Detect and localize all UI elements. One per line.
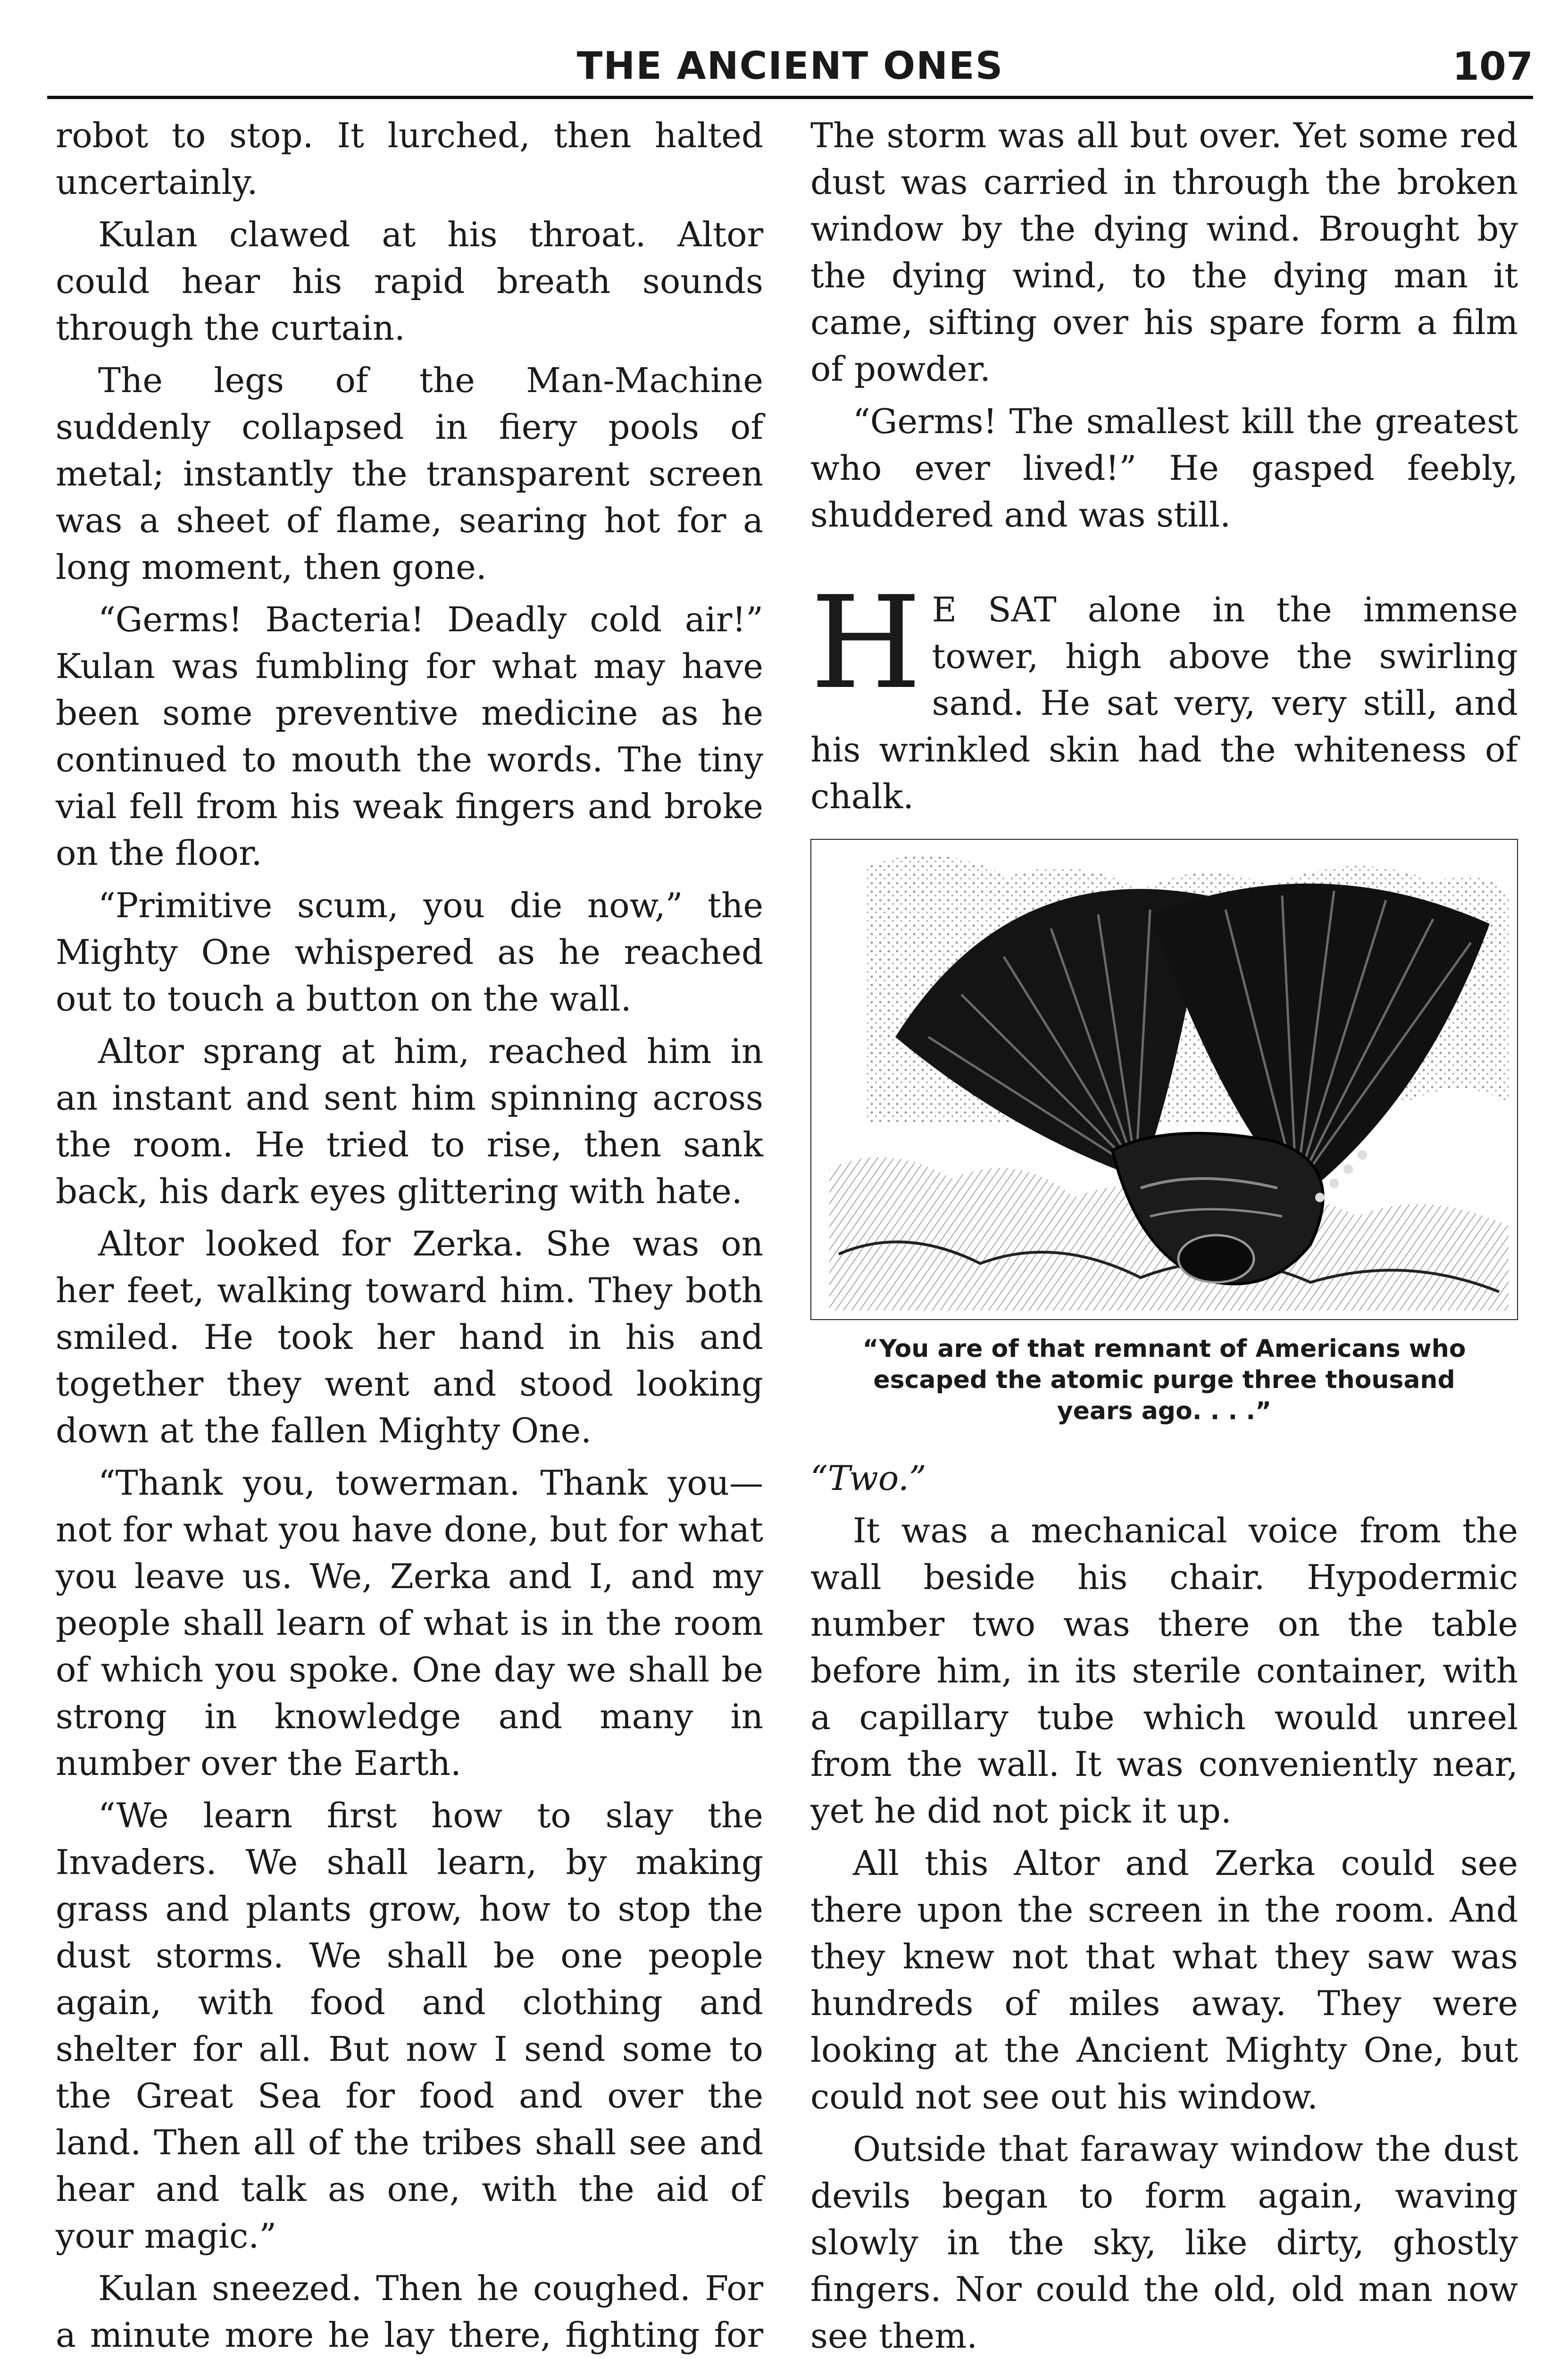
flying-machine-illustration-icon — [810, 839, 1518, 1320]
page-number: 107 — [1452, 44, 1533, 89]
paragraph: “We learn first how to slay the Invaders. We shall learn, by making grass and plants grow, how to stop the dust storms. We shall be one people again, with food and clothing and shelter for all. But now I send some to the Great Sea for food and over the land. Then all of the tribes shall see and hear and talk as one, with the aid of your magic.” — [56, 1796, 763, 2256]
figure-caption: “You are of that remnant of Americans who escaped the atomic purge three thousand years ago. . . .” — [862, 1335, 1466, 1425]
running-title: THE ANCIENT ONES — [576, 44, 1004, 88]
drop-cap: H — [810, 569, 922, 717]
paragraph: Outside that faraway window the dust devils began to form again, waving slowly in the sky, like dirty, ghostly fingers. Nor could the old, old man now see them. — [810, 2129, 1518, 2356]
running-header — [47, 38, 1533, 99]
paragraph: “Germs! The smallest kill the greatest who ever lived!” He gasped feebly, shuddered and was still. — [810, 402, 1518, 535]
left-column — [56, 112, 763, 2359]
paragraph: It was a mechanical voice from the wall beside his chair. Hypodermic number two was there on the table before him, in its sterile container, with a capillary tube which would unreel from the wall. It was conveniently near, yet he did not pick it up. — [810, 1511, 1518, 1831]
paragraph: Kulan clawed at his throat. Altor could hear his rapid breath sounds through the curtain. — [56, 215, 763, 348]
paragraph: All this Altor and Zerka could see there upon the screen in the room. And they knew not that what they saw was hundreds of miles away. They were looking at the Ancient Mighty One, but could not see out his window. — [810, 1843, 1518, 2116]
paragraph: Altor sprang at him, reached him in an instant and sent him spinning across the room. He tried to rise, then sank back, his dark eyes glittering with hate. — [56, 1031, 763, 1211]
paragraph: Altor looked for Zerka. She was on her feet, walking toward him. They both smiled. He took her hand in his and together they went and stood looking down at the fallen Mighty One. — [56, 1224, 763, 1450]
right-column — [810, 112, 1518, 2359]
paragraph: robot to stop. It lurched, then halted uncertainly. — [56, 116, 763, 202]
paragraph: The legs of the Man-Machine suddenly collapsed in fiery pools of metal; instantly the transparent screen was a sheet of flame, searing hot for a long moment, then gone. — [56, 360, 763, 587]
paragraph: The storm was all but over. Yet some red dust was carried in through the broken window by the dying wind. Brought by the dying wind, to the dying man it came, sifting over his spare form a film of powder. — [810, 116, 1518, 389]
illustration — [810, 839, 1518, 1427]
paragraph: “Two.” — [810, 1458, 926, 1498]
header-rule — [47, 96, 1533, 99]
section-opening-text: E SAT alone in the immense tower, high above the swirling sand. He sat very, very still, and his wrinkled skin had the whiteness of chalk. — [810, 590, 1518, 816]
paragraph: “Primitive scum, you die now,” the Mighty One whispered as he reached out to touch a button on the wall. — [56, 886, 763, 1019]
paragraph: “Germs! Bacteria! Deadly cold air!” Kulan was fumbling for what may have been some preventive medicine as he continued to mouth the words. The tiny vial fell from his weak fingers and broke on the floor. — [56, 600, 763, 873]
paragraph: “Thank you, towerman. Thank you— not for what you have done, but for what you leave us. We, Zerka and I, and my people shall learn of what is in the room of which you spoke. One day we shall be strong in knowledge and many in number over the Earth. — [56, 1463, 763, 1783]
section-opening-paragraph — [810, 569, 1518, 820]
paragraph: Kulan sneezed. Then he coughed. For a minute more he lay there, fighting for — [56, 2268, 763, 2355]
